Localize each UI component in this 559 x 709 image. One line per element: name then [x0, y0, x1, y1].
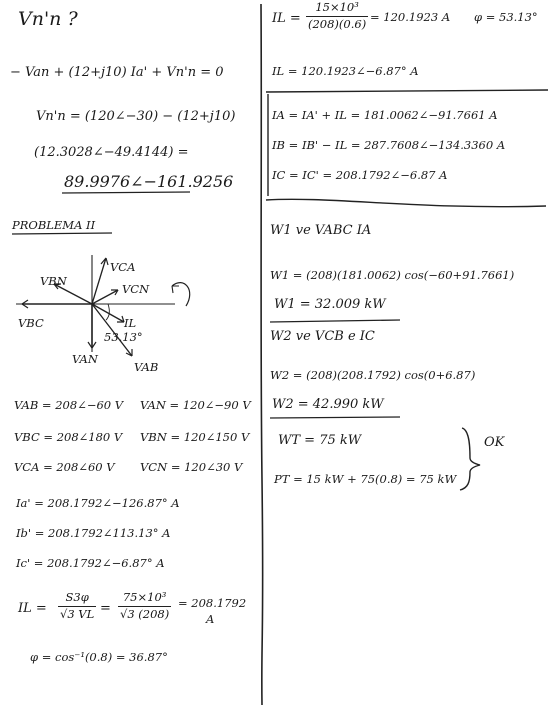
voltage-line-left: VBC = 208∠180 V — [14, 430, 123, 444]
voltage-phase-right: VCN = 120∠30 V — [140, 460, 243, 474]
phi-line: φ = cos⁻¹(0.8) = 36.87° — [30, 650, 168, 664]
w2-result: W2 = 42.990 kW — [272, 397, 384, 412]
il-vector — [92, 304, 124, 322]
label-vbn: VBN — [40, 274, 67, 288]
ok-mark: OK — [484, 435, 505, 450]
box-bottom-line — [266, 199, 546, 206]
problem-title: PROBLEMA II — [12, 218, 96, 232]
voltage-line-left: VAB = 208∠−60 V — [14, 398, 124, 412]
il-unit: A — [206, 612, 215, 626]
label-vcn: VCN — [122, 282, 150, 296]
product-line: (12.3028∠−49.4144) = — [34, 145, 189, 160]
vnn-expression: Vn'n = (120∠−30) − (12+j10) — [36, 109, 236, 124]
phasor-diagram — [16, 255, 190, 356]
title-underline — [12, 233, 112, 234]
boxed-current-c: IC = IC' = 208.1792∠−6.87 A — [272, 168, 448, 182]
current-line: Ic' = 208.1792∠−6.87° A — [16, 556, 165, 570]
voltage-phase-right: VAN = 120∠−90 V — [140, 398, 251, 412]
il-result: = 208.1792 — [178, 596, 247, 610]
label-van: VAN — [72, 352, 98, 366]
label-angle: 53.13° — [104, 330, 143, 344]
label-vbc: VBC — [18, 316, 44, 330]
box-top-line — [266, 90, 548, 92]
il-equals: = — [100, 601, 111, 616]
label-il: IL — [124, 316, 137, 330]
heading: Vn'n ? — [18, 8, 78, 30]
w1-result: W1 = 32.009 kW — [274, 297, 386, 312]
boxed-current-b: IB = IB' − IL = 287.7608∠−134.3360 A — [272, 138, 506, 152]
w2-label: W2 ve VCB e IC — [270, 329, 375, 344]
w1-underline — [270, 320, 400, 322]
pt-line: PT = 15 kW + 75(0.8) = 75 kW — [274, 472, 457, 486]
il-top-lhs: IL = — [272, 11, 301, 26]
il-fraction-1: S3φ √3 VL — [60, 590, 95, 621]
column-divider — [261, 4, 263, 705]
w2-expression: W2 = (208)(208.1792) cos(0+6.87) — [270, 368, 476, 382]
wt-line: WT = 75 kW — [278, 433, 362, 448]
boxed-current-a: IA = IA' + IL = 181.0062∠−91.7661 A — [272, 108, 498, 122]
il-top-result: = 120.1923 A — [370, 10, 451, 24]
w1-expression: W1 = (208)(181.0062) cos(−60+91.7661) — [270, 268, 515, 282]
il-polar: IL = 120.1923∠−6.87° A — [272, 64, 419, 78]
il-top-phi: φ = 53.13° — [474, 10, 538, 24]
result-underline — [62, 192, 190, 193]
label-vca: VCA — [110, 260, 136, 274]
current-line: Ia' = 208.1792∠−126.87° A — [16, 496, 180, 510]
w1-label: W1 ve VABC IA — [270, 223, 372, 238]
current-line: Ib' = 208.1792∠113.13° A — [16, 526, 171, 540]
vnn-result: 89.9976∠−161.9256 — [64, 172, 234, 191]
il-lhs: IL = — [18, 601, 47, 616]
voltage-phase-right: VBN = 120∠150 V — [140, 430, 250, 444]
label-vab: VAB — [134, 360, 159, 374]
il-top-fraction: 15×10³ (208)(0.6) — [308, 0, 367, 31]
il-fraction-2: 75×10³ √3 (208) — [120, 590, 170, 621]
kvl-equation: − Van + (12+j10) Ia' + Vn'n = 0 — [10, 65, 224, 80]
voltage-line-left: VCA = 208∠60 V — [14, 460, 115, 474]
w2-underline — [270, 417, 400, 418]
brace — [460, 428, 480, 490]
